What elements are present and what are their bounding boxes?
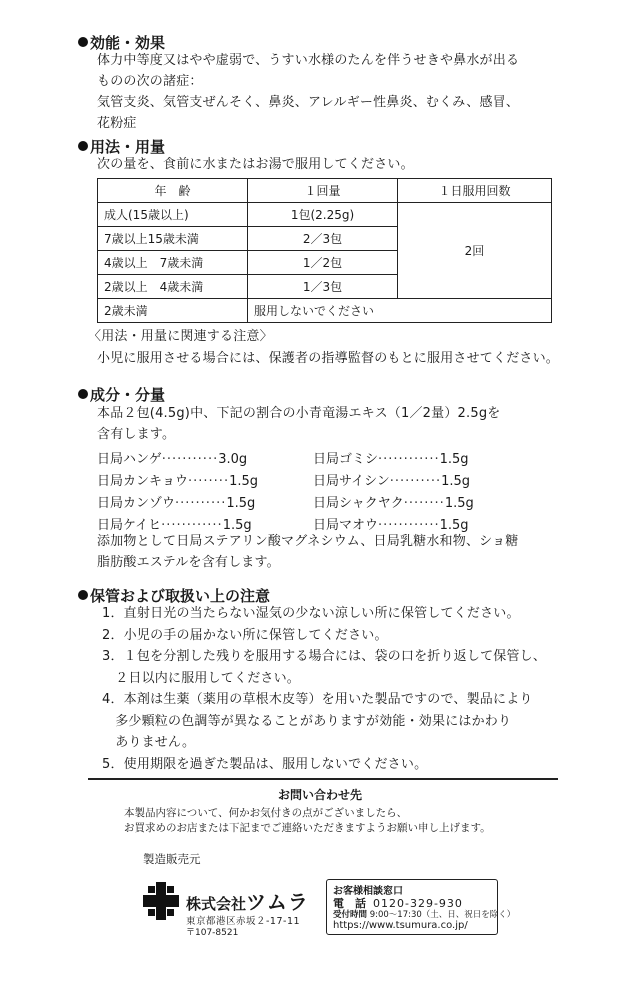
ingredient-item: 日局サイシン··········1.5g: [313, 474, 471, 489]
consult-hours: 受付時間 9:00〜17:30（土、日、祝日を除く）: [333, 910, 516, 920]
ingredient-item: 日局ゴミシ············1.5g: [313, 452, 469, 467]
age-cell: 4歳以上 7歳未満: [98, 251, 248, 275]
dosage-title: 用法・用量: [78, 136, 165, 157]
age-cell: 7歳以上15歳未満: [98, 227, 248, 251]
consult-title: お客様相談窓口: [333, 886, 403, 897]
storage-item: 4．本剤は生薬（薬用の草根木皮等）を用いた製品ですので、製品により: [102, 692, 533, 707]
additives-line: 添加物として日局ステアリン酸マグネシウム、日局乳糖水和物、ショ糖: [97, 534, 519, 549]
age-cell: 成人(15歳以上): [98, 203, 248, 227]
efficacy-line: ものの次の諸症：: [97, 74, 203, 89]
consultation-box: [326, 879, 516, 935]
storage-title: 保管および取扱い上の注意: [78, 585, 270, 606]
storage-item: ありません。: [102, 735, 196, 750]
efficacy-line: 花粉症: [97, 116, 137, 131]
efficacy-line: 気管支炎、気管支ぜんそく、鼻炎、アレルギー性鼻炎、むくみ、感冒、: [97, 95, 520, 110]
age-cell: 2歳以上 4歳未満: [98, 275, 248, 299]
efficacy-title: 効能・効果: [78, 32, 165, 53]
amount-cell: 1／3包: [248, 275, 398, 299]
storage-item: 5．使用期限を過ぎた製品は、服用しないでください。: [102, 756, 428, 772]
storage-item: 多少顆粒の色調等が異なることがありますが効能・効果にはかわり: [102, 713, 512, 729]
dosage-note: 小児に服用させる場合には、保護者の指導監督のもとに服用させてください。: [97, 351, 560, 366]
divider: [88, 778, 558, 780]
storage-item: 3．１包を分割した残りを服用する場合には、袋の口を折り返して保管し、: [102, 649, 547, 664]
company-name: 株式会社ツムラ: [186, 890, 309, 914]
ingredient-item: 日局マオウ············1.5g: [313, 518, 469, 533]
amount-cell: 1／2包: [248, 251, 398, 275]
ingredient-item: 日局カンゾウ··········1.5g: [97, 496, 256, 511]
ingredients-intro: [97, 403, 500, 445]
times-cell: 2回: [398, 203, 552, 299]
table-row: [98, 203, 552, 227]
ingredient-item: 日局シャクヤク········1.5g: [313, 496, 474, 511]
bullet-icon: [78, 141, 88, 151]
storage-item: 1．直射日光の当たらない湿気の少ない涼しい所に保管してください。: [102, 606, 520, 621]
ingredients-intro-line: 含有します。: [97, 427, 176, 442]
dosage-note-title: 〈用法・用量に関連する注意〉: [88, 329, 273, 344]
under2-note-cell: 服用しないでください: [248, 299, 552, 323]
additives-text: [97, 531, 519, 573]
website-link[interactable]: https://www.tsumura.co.jp/: [333, 920, 468, 931]
efficacy-line: 体力中等度又はやや虚弱で、うすい水様のたんを伴うせきや鼻水が出る: [97, 53, 520, 68]
header-times: １日服用回数: [398, 179, 552, 203]
header-age: 年 齢: [98, 179, 248, 203]
ingredient-item: 日局ハンゲ···········3.0g: [97, 452, 248, 467]
tsumura-logo-icon: [143, 882, 179, 920]
dosage-table: [97, 178, 552, 323]
dosage-intro: 次の量を、食前に水またはお湯で服用してください。: [97, 157, 414, 172]
storage-item: ２日以内に服用してください。: [102, 670, 301, 686]
contact-title: お問い合わせ先: [277, 788, 362, 802]
table-header-row: [98, 179, 552, 203]
bullet-icon: [78, 37, 88, 47]
ingredients-intro-line: 本品２包(4.5g)中、下記の割合の小青竜湯エキス（1／2量）2.5gを: [97, 406, 501, 421]
additives-line: 脂肪酸エステルを含有します。: [97, 555, 280, 570]
contact-line: お買求めのお店または下記までご連絡いただきますようお願い申し上げます。: [124, 822, 491, 834]
contact-line: 本製品内容について、何かお気付きの点がございましたら、: [124, 807, 408, 819]
amount-cell: 1包(2.25g): [248, 203, 398, 227]
age-cell: 2歳未満: [98, 299, 248, 323]
bullet-icon: [78, 590, 88, 600]
storage-list: [102, 603, 546, 775]
consult-phone: 電 話 0120-329-930: [333, 897, 463, 910]
table-row: [98, 299, 552, 323]
brand-name: ツムラ: [246, 890, 309, 914]
ingredients-title: 成分・分量: [78, 384, 165, 405]
ingredient-item: 日局ケイヒ············1.5g: [97, 518, 252, 533]
company-address: 東京都港区赤坂２-17-11: [186, 916, 301, 927]
ingredient-item: 日局カンキョウ········1.5g: [97, 474, 259, 489]
header-amount: １回量: [248, 179, 398, 203]
bullet-icon: [78, 389, 88, 399]
amount-cell: 2／3包: [248, 227, 398, 251]
efficacy-text: [97, 50, 519, 134]
manufacturer-label: 製造販売元: [143, 852, 201, 866]
storage-item: 2．小児の手の届かない所に保管してください。: [102, 627, 388, 643]
company-zip: 〒107-8521: [186, 928, 239, 938]
